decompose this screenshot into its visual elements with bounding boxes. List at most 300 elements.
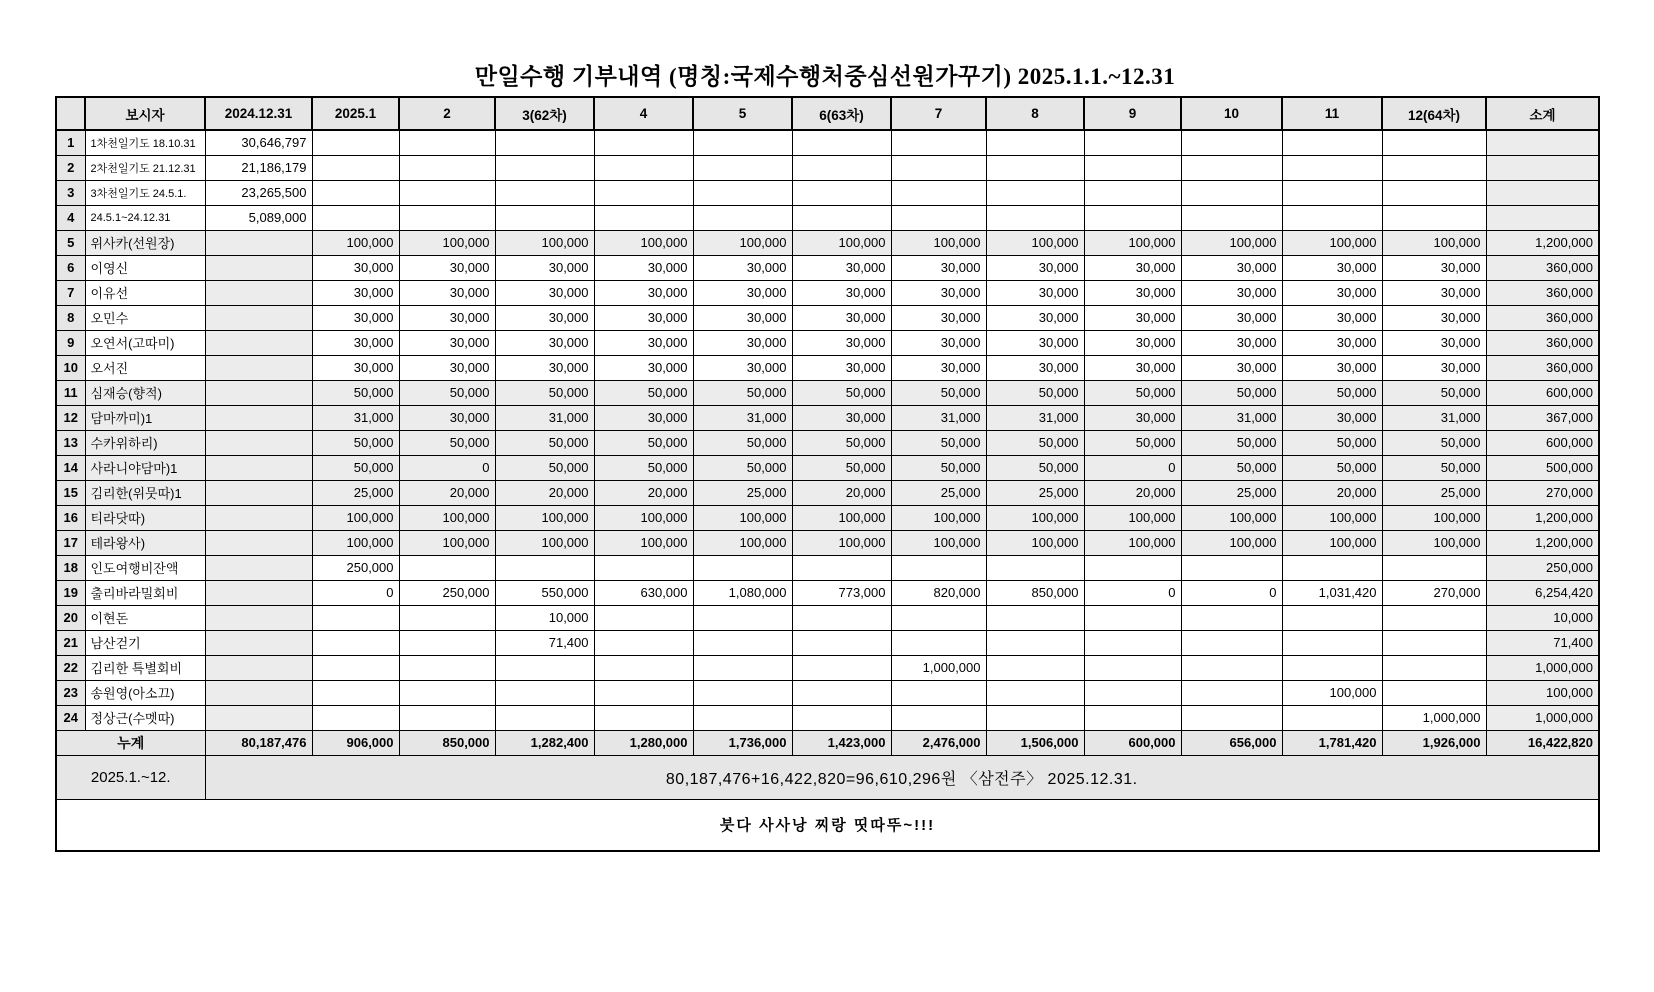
month-amount-cell: 100,000	[495, 530, 594, 555]
row-number-cell: 12	[56, 405, 85, 430]
month-amount-cell: 100,000	[594, 530, 693, 555]
month-amount-cell	[693, 555, 792, 580]
donor-name-cell: 이현돈	[85, 605, 205, 630]
month-amount-cell	[399, 155, 495, 180]
total-month-cell: 1,781,420	[1282, 730, 1382, 755]
subtotal-cell: 1,000,000	[1486, 705, 1599, 730]
month-amount-cell: 30,000	[399, 280, 495, 305]
month-amount-cell	[693, 630, 792, 655]
table-body	[56, 130, 1599, 851]
month-amount-cell	[986, 155, 1084, 180]
month-amount-cell: 0	[1084, 580, 1181, 605]
month-amount-cell	[594, 680, 693, 705]
donor-name-cell: 수카위하리)	[85, 430, 205, 455]
subtotal-cell: 360,000	[1486, 355, 1599, 380]
donor-name-cell: 오연서(고따미)	[85, 330, 205, 355]
month-amount-cell: 20,000	[399, 480, 495, 505]
month-amount-cell: 50,000	[792, 455, 891, 480]
prev-balance-cell	[205, 680, 312, 705]
month-amount-cell	[1181, 205, 1282, 230]
month-amount-cell: 100,000	[891, 530, 986, 555]
month-amount-cell: 30,000	[986, 330, 1084, 355]
month-amount-cell: 30,000	[1382, 355, 1486, 380]
month-amount-cell	[399, 605, 495, 630]
month-amount-cell: 0	[1084, 455, 1181, 480]
subtotal-cell	[1486, 205, 1599, 230]
donor-name-cell: 사라니야담마)1	[85, 455, 205, 480]
donation-row	[56, 655, 1599, 680]
row-number-cell: 23	[56, 680, 85, 705]
month-amount-cell: 30,000	[594, 255, 693, 280]
month-amount-cell: 100,000	[1282, 530, 1382, 555]
month-amount-cell: 31,000	[1181, 405, 1282, 430]
month-amount-cell	[1181, 705, 1282, 730]
month-amount-cell: 30,000	[1282, 280, 1382, 305]
row-number-cell: 5	[56, 230, 85, 255]
prev-balance-cell	[205, 705, 312, 730]
month-amount-cell	[1382, 680, 1486, 705]
row-number-cell: 8	[56, 305, 85, 330]
month-amount-cell	[1181, 655, 1282, 680]
prev-balance-cell	[205, 305, 312, 330]
month-amount-cell	[693, 180, 792, 205]
month-amount-cell	[1282, 705, 1382, 730]
month-amount-cell	[1282, 155, 1382, 180]
month-amount-cell: 30,000	[1282, 305, 1382, 330]
donation-row	[56, 555, 1599, 580]
month-amount-cell: 100,000	[399, 505, 495, 530]
donation-row	[56, 180, 1599, 205]
month-amount-cell: 100,000	[693, 530, 792, 555]
column-header: 소계	[1486, 97, 1599, 130]
subtotal-cell: 600,000	[1486, 380, 1599, 405]
month-amount-cell	[986, 130, 1084, 155]
column-header: 5	[693, 97, 792, 130]
month-amount-cell	[1282, 555, 1382, 580]
month-amount-cell: 50,000	[891, 455, 986, 480]
month-amount-cell	[891, 180, 986, 205]
month-amount-cell: 100,000	[594, 505, 693, 530]
month-amount-cell	[986, 680, 1084, 705]
subtotal-cell: 250,000	[1486, 555, 1599, 580]
month-amount-cell: 30,000	[495, 255, 594, 280]
period-label-cell: 2025.1.~12.	[56, 755, 205, 799]
month-amount-cell	[1084, 605, 1181, 630]
month-amount-cell: 100,000	[1382, 505, 1486, 530]
column-header: 12(64차)	[1382, 97, 1486, 130]
month-amount-cell: 30,000	[891, 305, 986, 330]
prev-balance-cell	[205, 455, 312, 480]
month-amount-cell	[594, 655, 693, 680]
month-amount-cell	[693, 605, 792, 630]
row-number-cell: 10	[56, 355, 85, 380]
month-amount-cell	[891, 605, 986, 630]
month-amount-cell: 30,000	[399, 355, 495, 380]
month-amount-cell	[594, 205, 693, 230]
month-amount-cell: 0	[1181, 580, 1282, 605]
month-amount-cell	[495, 155, 594, 180]
donor-name-cell: 1차천일기도 18.10.31	[85, 130, 205, 155]
month-amount-cell: 31,000	[495, 405, 594, 430]
month-amount-cell	[986, 655, 1084, 680]
row-number-cell: 17	[56, 530, 85, 555]
month-amount-cell	[495, 180, 594, 205]
row-number-cell: 13	[56, 430, 85, 455]
month-amount-cell: 30,000	[594, 305, 693, 330]
month-amount-cell: 820,000	[891, 580, 986, 605]
month-amount-cell: 50,000	[399, 430, 495, 455]
donor-name-cell: 김리한(위뭇따)1	[85, 480, 205, 505]
month-amount-cell: 30,000	[1084, 355, 1181, 380]
prev-balance-cell: 30,646,797	[205, 130, 312, 155]
donation-row	[56, 605, 1599, 630]
month-amount-cell	[891, 205, 986, 230]
row-number-cell: 24	[56, 705, 85, 730]
month-amount-cell: 50,000	[399, 380, 495, 405]
month-amount-cell: 30,000	[792, 280, 891, 305]
month-amount-cell: 30,000	[1181, 280, 1282, 305]
month-amount-cell: 100,000	[1084, 230, 1181, 255]
row-number-cell: 22	[56, 655, 85, 680]
month-amount-cell	[1084, 705, 1181, 730]
month-amount-cell: 100,000	[1382, 230, 1486, 255]
month-amount-cell: 50,000	[986, 380, 1084, 405]
month-amount-cell	[891, 555, 986, 580]
month-amount-cell: 30,000	[1181, 355, 1282, 380]
month-amount-cell: 30,000	[891, 330, 986, 355]
row-number-cell: 19	[56, 580, 85, 605]
month-amount-cell	[693, 655, 792, 680]
donation-row	[56, 280, 1599, 305]
total-subtotal-cell: 16,422,820	[1486, 730, 1599, 755]
prev-balance-cell	[205, 380, 312, 405]
month-amount-cell: 100,000	[399, 230, 495, 255]
subtotal-cell: 6,254,420	[1486, 580, 1599, 605]
month-amount-cell	[1084, 155, 1181, 180]
month-amount-cell: 30,000	[312, 280, 399, 305]
month-amount-cell: 100,000	[594, 230, 693, 255]
donation-row	[56, 355, 1599, 380]
month-amount-cell	[399, 680, 495, 705]
month-amount-cell	[399, 655, 495, 680]
donor-name-cell: 이영신	[85, 255, 205, 280]
month-amount-cell: 25,000	[891, 480, 986, 505]
subtotal-cell: 360,000	[1486, 280, 1599, 305]
month-amount-cell	[1181, 555, 1282, 580]
month-amount-cell: 30,000	[1282, 255, 1382, 280]
row-number-cell: 2	[56, 155, 85, 180]
month-amount-cell: 100,000	[399, 530, 495, 555]
month-amount-cell: 1,000,000	[891, 655, 986, 680]
prev-balance-cell	[205, 355, 312, 380]
prev-balance-cell	[205, 430, 312, 455]
month-amount-cell: 30,000	[312, 330, 399, 355]
month-amount-cell	[986, 630, 1084, 655]
month-amount-cell: 30,000	[1382, 255, 1486, 280]
month-amount-cell	[1181, 605, 1282, 630]
subtotal-cell: 360,000	[1486, 330, 1599, 355]
total-month-cell: 1,423,000	[792, 730, 891, 755]
month-amount-cell: 50,000	[312, 455, 399, 480]
month-amount-cell	[1382, 205, 1486, 230]
subtotal-cell: 100,000	[1486, 680, 1599, 705]
subtotal-cell: 1,200,000	[1486, 230, 1599, 255]
month-amount-cell: 100,000	[495, 505, 594, 530]
summary-cell: 80,187,476+16,422,820=96,610,296원 〈삼전주〉 2025.12.31.	[205, 755, 1599, 799]
prev-balance-cell	[205, 280, 312, 305]
month-amount-cell: 100,000	[792, 530, 891, 555]
month-amount-cell: 50,000	[1282, 455, 1382, 480]
month-amount-cell	[1084, 130, 1181, 155]
month-amount-cell: 30,000	[594, 405, 693, 430]
table-container	[55, 96, 1600, 852]
month-amount-cell: 50,000	[792, 430, 891, 455]
month-amount-cell: 30,000	[1282, 355, 1382, 380]
month-amount-cell: 100,000	[1282, 505, 1382, 530]
month-amount-cell: 20,000	[792, 480, 891, 505]
month-amount-cell: 20,000	[1084, 480, 1181, 505]
subtotal-cell: 367,000	[1486, 405, 1599, 430]
column-header	[56, 97, 85, 130]
month-amount-cell	[594, 555, 693, 580]
column-header: 10	[1181, 97, 1282, 130]
month-amount-cell: 100,000	[1282, 230, 1382, 255]
month-amount-cell: 50,000	[495, 430, 594, 455]
column-header: 2025.1	[312, 97, 399, 130]
donor-name-cell: 송원영(아소끄)	[85, 680, 205, 705]
prev-balance-cell	[205, 555, 312, 580]
month-amount-cell	[792, 155, 891, 180]
donation-row	[56, 380, 1599, 405]
month-amount-cell: 25,000	[1382, 480, 1486, 505]
month-amount-cell: 30,000	[1181, 255, 1282, 280]
month-amount-cell: 100,000	[312, 230, 399, 255]
subtotal-cell: 500,000	[1486, 455, 1599, 480]
month-amount-cell	[399, 555, 495, 580]
month-amount-cell: 30,000	[1084, 280, 1181, 305]
month-amount-cell	[891, 130, 986, 155]
month-amount-cell	[986, 705, 1084, 730]
prev-balance-cell	[205, 255, 312, 280]
donation-row	[56, 205, 1599, 230]
row-number-cell: 20	[56, 605, 85, 630]
month-amount-cell: 30,000	[495, 355, 594, 380]
month-amount-cell: 270,000	[1382, 580, 1486, 605]
month-amount-cell: 30,000	[792, 255, 891, 280]
row-number-cell: 3	[56, 180, 85, 205]
month-amount-cell	[1181, 680, 1282, 705]
month-amount-cell	[1181, 180, 1282, 205]
month-amount-cell: 30,000	[594, 280, 693, 305]
month-amount-cell: 100,000	[1181, 530, 1282, 555]
prev-balance-cell: 21,186,179	[205, 155, 312, 180]
month-amount-cell	[1282, 655, 1382, 680]
month-amount-cell	[594, 630, 693, 655]
header-row	[56, 97, 1599, 130]
month-amount-cell	[594, 705, 693, 730]
subtotal-cell: 360,000	[1486, 305, 1599, 330]
column-header: 4	[594, 97, 693, 130]
month-amount-cell: 31,000	[986, 405, 1084, 430]
month-amount-cell: 30,000	[495, 305, 594, 330]
donor-name-cell: 담마까미)1	[85, 405, 205, 430]
prev-balance-cell	[205, 330, 312, 355]
month-amount-cell: 30,000	[1382, 330, 1486, 355]
month-amount-cell: 25,000	[986, 480, 1084, 505]
month-amount-cell: 30,000	[1181, 305, 1282, 330]
month-amount-cell: 31,000	[1382, 405, 1486, 430]
message-cell: 붓다 사사낭 찌랑 띳따뚜~!!!	[56, 799, 1599, 851]
total-prev-cell: 80,187,476	[205, 730, 312, 755]
month-amount-cell: 30,000	[693, 330, 792, 355]
month-amount-cell	[792, 605, 891, 630]
month-amount-cell: 50,000	[495, 455, 594, 480]
month-amount-cell	[792, 705, 891, 730]
month-amount-cell	[891, 155, 986, 180]
prev-balance-cell	[205, 605, 312, 630]
month-amount-cell: 30,000	[792, 355, 891, 380]
month-amount-cell: 30,000	[1084, 405, 1181, 430]
month-amount-cell: 50,000	[1181, 380, 1282, 405]
month-amount-cell: 50,000	[1282, 380, 1382, 405]
column-header: 11	[1282, 97, 1382, 130]
month-amount-cell	[399, 205, 495, 230]
subtotal-cell: 270,000	[1486, 480, 1599, 505]
month-amount-cell: 30,000	[399, 305, 495, 330]
month-amount-cell: 25,000	[312, 480, 399, 505]
subtotal-cell: 10,000	[1486, 605, 1599, 630]
subtotal-cell: 1,000,000	[1486, 655, 1599, 680]
month-amount-cell: 773,000	[792, 580, 891, 605]
month-amount-cell: 100,000	[312, 505, 399, 530]
month-amount-cell: 30,000	[399, 405, 495, 430]
month-amount-cell: 30,000	[1084, 255, 1181, 280]
month-amount-cell: 100,000	[1181, 230, 1282, 255]
donation-row	[56, 530, 1599, 555]
month-amount-cell	[986, 180, 1084, 205]
month-amount-cell: 30,000	[1084, 305, 1181, 330]
row-number-cell: 4	[56, 205, 85, 230]
donor-name-cell: 남산걷기	[85, 630, 205, 655]
month-amount-cell	[986, 555, 1084, 580]
row-number-cell: 11	[56, 380, 85, 405]
subtotal-cell: 1,200,000	[1486, 505, 1599, 530]
prev-balance-cell	[205, 230, 312, 255]
month-amount-cell: 1,080,000	[693, 580, 792, 605]
donation-row	[56, 230, 1599, 255]
month-amount-cell	[594, 130, 693, 155]
month-amount-cell	[1084, 205, 1181, 230]
month-amount-cell: 50,000	[312, 380, 399, 405]
month-amount-cell	[495, 555, 594, 580]
month-amount-cell	[1084, 680, 1181, 705]
month-amount-cell	[312, 705, 399, 730]
month-amount-cell: 30,000	[891, 355, 986, 380]
month-amount-cell	[792, 555, 891, 580]
month-amount-cell	[792, 655, 891, 680]
donor-name-cell: 24.5.1~24.12.31	[85, 205, 205, 230]
month-amount-cell	[891, 680, 986, 705]
month-amount-cell	[792, 130, 891, 155]
month-amount-cell: 50,000	[693, 430, 792, 455]
row-number-cell: 14	[56, 455, 85, 480]
month-amount-cell	[495, 655, 594, 680]
month-amount-cell	[1181, 130, 1282, 155]
month-amount-cell	[1382, 180, 1486, 205]
page-title: 만일수행 기부내역 (명칭:국제수행처중심선원가꾸기) 2025.1.1.~12.31	[474, 64, 1176, 89]
donation-row	[56, 505, 1599, 530]
prev-balance-cell	[205, 530, 312, 555]
month-amount-cell: 30,000	[693, 280, 792, 305]
month-amount-cell: 30,000	[312, 305, 399, 330]
month-amount-cell: 71,400	[495, 630, 594, 655]
total-month-cell: 600,000	[1084, 730, 1181, 755]
donor-name-cell: 테라왕사)	[85, 530, 205, 555]
donation-row	[56, 630, 1599, 655]
total-month-cell: 656,000	[1181, 730, 1282, 755]
month-amount-cell	[1084, 630, 1181, 655]
month-amount-cell	[1181, 630, 1282, 655]
donor-name-cell: 2차천일기도 21.12.31	[85, 155, 205, 180]
month-amount-cell	[1282, 205, 1382, 230]
month-amount-cell: 31,000	[693, 405, 792, 430]
subtotal-cell	[1486, 130, 1599, 155]
month-amount-cell: 30,000	[1181, 330, 1282, 355]
month-amount-cell: 30,000	[1282, 405, 1382, 430]
month-amount-cell	[312, 680, 399, 705]
month-amount-cell: 20,000	[1282, 480, 1382, 505]
donation-row	[56, 480, 1599, 505]
column-header: 8	[986, 97, 1084, 130]
month-amount-cell	[312, 180, 399, 205]
month-amount-cell	[594, 180, 693, 205]
month-amount-cell: 30,000	[792, 330, 891, 355]
month-amount-cell: 0	[312, 580, 399, 605]
month-amount-cell: 50,000	[693, 380, 792, 405]
donation-row	[56, 330, 1599, 355]
month-amount-cell: 30,000	[399, 330, 495, 355]
donation-row	[56, 430, 1599, 455]
donation-row	[56, 255, 1599, 280]
month-amount-cell	[495, 705, 594, 730]
prev-balance-cell	[205, 655, 312, 680]
month-amount-cell: 20,000	[495, 480, 594, 505]
month-amount-cell: 50,000	[1382, 430, 1486, 455]
month-amount-cell	[594, 605, 693, 630]
donor-name-cell: 정상근(수멧따)	[85, 705, 205, 730]
month-amount-cell: 30,000	[891, 280, 986, 305]
month-amount-cell	[693, 680, 792, 705]
month-amount-cell: 25,000	[1181, 480, 1282, 505]
month-amount-cell: 30,000	[792, 305, 891, 330]
month-amount-cell	[1382, 655, 1486, 680]
month-amount-cell	[495, 130, 594, 155]
donor-name-cell: 출리바라밀회비	[85, 580, 205, 605]
month-amount-cell: 50,000	[1382, 455, 1486, 480]
month-amount-cell: 100,000	[891, 230, 986, 255]
month-amount-cell: 1,000,000	[1382, 705, 1486, 730]
column-header: 6(63차)	[792, 97, 891, 130]
month-amount-cell: 850,000	[986, 580, 1084, 605]
subtotal-cell: 1,200,000	[1486, 530, 1599, 555]
total-month-cell: 1,736,000	[693, 730, 792, 755]
month-amount-cell	[312, 655, 399, 680]
month-amount-cell: 630,000	[594, 580, 693, 605]
prev-balance-cell	[205, 480, 312, 505]
month-amount-cell: 30,000	[495, 280, 594, 305]
total-month-cell: 1,926,000	[1382, 730, 1486, 755]
month-amount-cell	[495, 680, 594, 705]
